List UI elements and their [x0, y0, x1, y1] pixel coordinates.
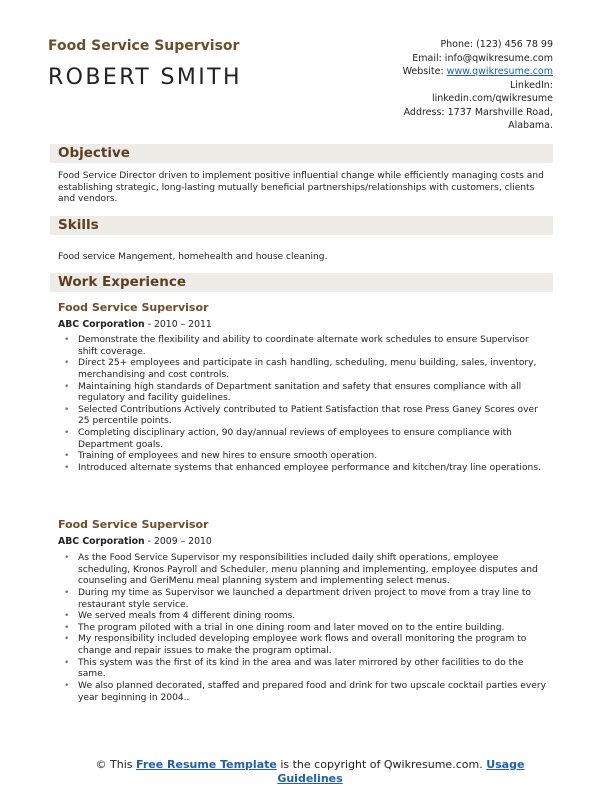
usage-guidelines-link[interactable]: Usage Guidelines	[277, 758, 525, 785]
list-item: • During my time as Supervisor we launched a department driven project to move from a tray line to restaurant style service.	[62, 588, 550, 611]
job-2-company: ABC Corporation	[58, 536, 145, 547]
list-item: • This system was the first of its kind in the area and was later mirrored by other facilities to do the same.	[62, 658, 550, 681]
copyright-footer	[90, 758, 530, 786]
footer-prefix: © This	[95, 758, 137, 771]
job-1-company: ABC Corporation	[58, 319, 145, 330]
list-item: • Demonstrate the flexibility and ability to coordinate alternate work schedules to ensure Supervisor shift coverage.	[62, 335, 550, 358]
list-item: • We also planned decorated, staffed and prepared food and drink for two upscale cocktail parties every year beginning in 2004..	[62, 681, 550, 704]
job-1-bullets	[62, 335, 550, 475]
list-item: • As the Food Service Supervisor my responsibilities included daily shift operations, employee scheduling, Kronos Payroll and Scheduler, menu planning and implementing, employee disputes and counseling and GeriMenu meal planning system and implementing select menus.	[62, 553, 550, 588]
job-1-title: Food Service Supervisor	[58, 301, 209, 314]
skills-text: Food service Mangement, homehealth and house cleaning.	[58, 252, 328, 262]
job-2-company-line	[58, 536, 212, 548]
list-item: • Maintaining high standards of Department sanitation and safety that ensures compliance with all regulatory and facility guidelines.	[62, 382, 550, 405]
contact-linkedin-value: linkedin.com/qwikresume	[431, 93, 553, 104]
objective-text: Food Service Director driven to implement positive influential change while efficiently managing costs and establishing strategic, long-lasting mutually beneficial partnerships/relationships with customers, clients and vendors.	[58, 171, 544, 205]
contact-phone: Phone: (123) 456 78 99	[440, 39, 553, 50]
list-item: • We served meals from 4 different dining rooms.	[62, 611, 550, 623]
job-title: Food Service Supervisor	[48, 38, 240, 54]
contact-linkedin-label: LinkedIn:	[509, 79, 553, 91]
list-item: • Selected Contributions Actively contributed to Patient Satisfaction that rose Press Ganey Scores over 25 percentile points.	[62, 405, 550, 428]
objective-heading: Objective	[50, 144, 553, 163]
list-item: • Introduced alternate systems that enhanced employee performance and kitchen/tray line operations.	[62, 463, 550, 475]
list-item: • The program piloted with a trial in one dining room and later moved on to the entire building.	[62, 623, 550, 635]
contact-website	[333, 65, 553, 79]
job-2-title: Food Service Supervisor	[58, 518, 209, 531]
job-2-bullets	[62, 553, 550, 704]
skills-heading: Skills	[50, 216, 553, 235]
contact-address-line2: Alabama.	[508, 120, 553, 131]
website-link[interactable]: www.qwikresume.com	[446, 66, 553, 77]
contact-block	[333, 38, 553, 133]
list-item: • Completing disciplinary action, 90 day/annual reviews of employees to ensure compliance with Department goals.	[62, 428, 550, 451]
job-1-company-line	[58, 319, 212, 331]
list-item: • Direct 25+ employees and participate in cash handling, scheduling, menu building, sales, inventory, merchandising and cost controls.	[62, 358, 550, 381]
website-label: Website:	[402, 66, 447, 77]
footer-middle: is the copyright of Qwikresume.com.	[276, 758, 487, 771]
list-item: • Training of employees and new hires to ensure smooth operation.	[62, 451, 550, 463]
list-item: • My responsibility included developing employee work flows and overall monitoring the program to change and repair issues to make the program optimal.	[62, 634, 550, 657]
candidate-name: ROBERT SMITH	[48, 65, 242, 90]
job-2-dates: - 2009 – 2010	[144, 536, 212, 547]
contact-email: Email: info@qwikresume.com	[412, 52, 553, 64]
job-1-dates: - 2010 – 2011	[144, 319, 212, 330]
resume-header	[48, 38, 553, 131]
work-experience-heading: Work Experience	[50, 273, 553, 292]
contact-address-line1: Address: 1737 Marshville Road,	[403, 106, 553, 118]
free-resume-template-link[interactable]: Free Resume Template	[136, 758, 277, 771]
